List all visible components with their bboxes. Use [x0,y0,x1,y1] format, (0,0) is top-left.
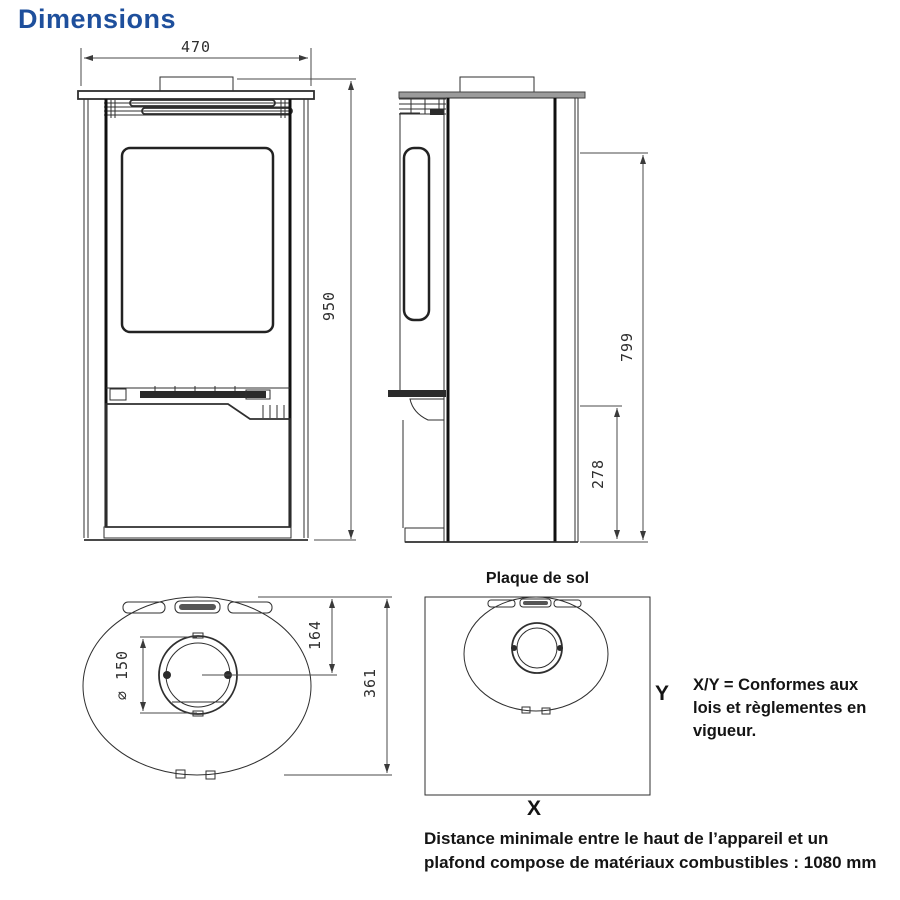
side-view [388,77,648,542]
top-view [83,597,392,779]
dim-door-top-label: 799 [618,331,636,363]
handle-band-front [106,386,290,400]
xy-note-line1: X/Y = Conformes aux [693,676,859,694]
floor-plate-view [425,597,650,795]
door-glass-front [122,148,273,332]
floor-plate-outline [425,597,650,795]
top-plate-front [78,91,314,99]
top-plate-side [399,92,585,98]
air-vent-grille-front [104,100,292,118]
clearance-note-line1: Distance minimale entre le haut de l’appareil et un [424,829,829,848]
body-sides-front [84,99,308,538]
dim-lower-section [580,406,622,539]
stove-footprint [464,597,608,711]
log-store-door-front [106,404,290,527]
door-profile-side [388,113,578,542]
dim-flue-offset [202,597,337,675]
front-view [78,38,356,540]
dim-depth-label: 361 [361,667,379,699]
body-side [444,98,578,542]
page-title: Dimensions [18,4,177,34]
xy-note-line2: lois et règlementes en [693,699,867,717]
xy-note-line3: vigueur. [693,722,757,740]
dim-lower-section-label: 278 [589,458,607,490]
dim-height-label: 950 [320,290,338,322]
xy-compliance-note [693,674,893,743]
dim-flue-offset-label: 164 [306,619,324,651]
y-axis-label: Y [655,682,670,705]
ceiling-clearance-note [424,827,900,875]
plinth-front [84,527,308,540]
flue-collar-side [460,77,534,92]
dim-flue-diameter-label: ⌀ 150 [113,649,131,701]
footprint-vent-slots [488,599,581,607]
dim-depth [284,597,392,775]
floor-plate-title: Plaque de sol [485,570,590,587]
dim-width-label: 470 [180,38,212,56]
flue-collar-front [160,77,233,91]
footprint-flue [511,623,563,673]
x-axis-label: X [527,797,542,820]
clearance-note-line2: plafond compose de matériaux combustibles : 1080 mm [424,853,877,872]
